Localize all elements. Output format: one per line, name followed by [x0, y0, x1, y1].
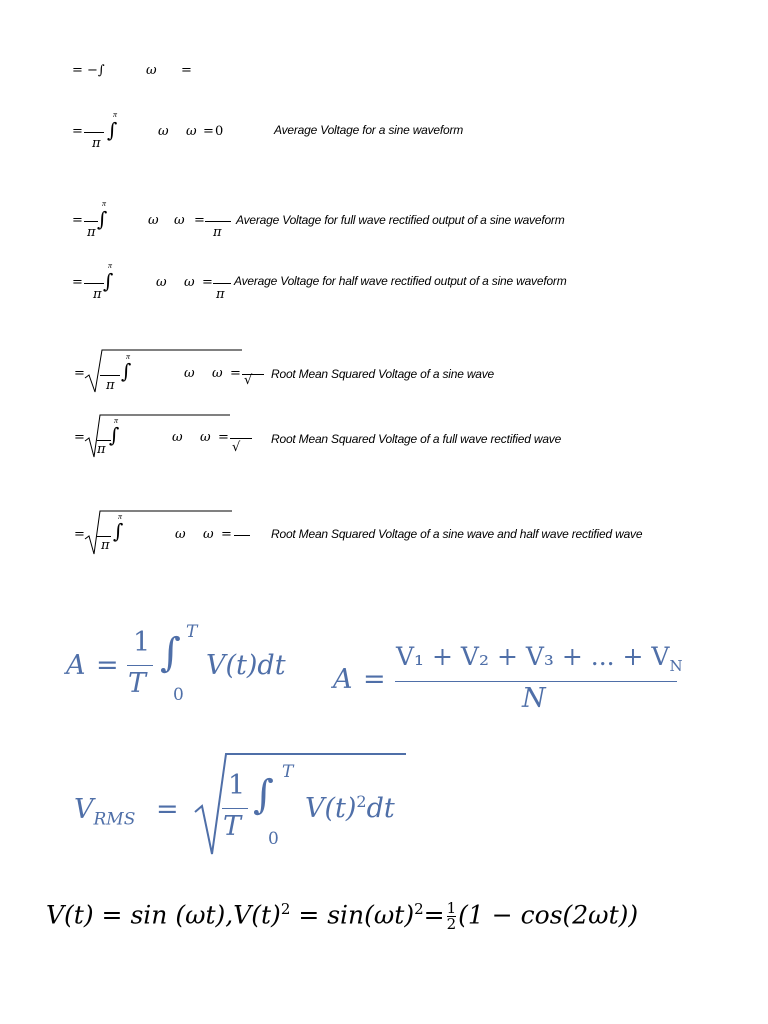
fraction-denominator: N	[522, 683, 546, 714]
omega: ω	[200, 430, 211, 445]
fraction-bar	[127, 665, 153, 666]
fraction-denominator: T	[128, 668, 147, 699]
omega: ω	[184, 275, 195, 290]
fraction-bar	[84, 221, 98, 222]
pi-denominator: π	[213, 225, 222, 240]
half-denominator: 2	[446, 915, 457, 934]
omega: ω	[212, 366, 223, 381]
eq-sign: =	[423, 900, 445, 930]
pi-denominator: π	[101, 538, 110, 553]
upper-limit: π	[118, 512, 123, 521]
omega: ω	[148, 213, 159, 228]
eq-sign: =	[363, 664, 386, 695]
caption-avg-full: Average Voltage for full wave rectified output of a sine waveform	[236, 213, 565, 227]
integral-sign: ∫	[103, 269, 114, 293]
eq-row-1-lhs: = −∫	[72, 63, 105, 78]
upper-limit: T	[186, 622, 198, 642]
eq-sign: =	[72, 213, 83, 228]
omega: ω	[184, 366, 195, 381]
formula-sine-identity	[46, 900, 638, 932]
numerator-subscript: N	[669, 657, 683, 675]
omega: ω	[203, 527, 214, 542]
pi-denominator: π	[87, 225, 96, 240]
pi-denominator: π	[92, 136, 101, 151]
integral-sign: ∫	[121, 359, 132, 383]
lhs-subscript: RMS	[93, 809, 136, 830]
upper-limit: π	[102, 199, 107, 208]
formula-lhs: A	[66, 650, 86, 681]
pi-denominator: π	[216, 287, 225, 302]
fraction-numerator	[396, 642, 683, 675]
fraction-bar	[222, 808, 248, 809]
eq-sign: =	[218, 430, 229, 445]
omega: ω	[186, 124, 197, 139]
half-fraction	[447, 901, 457, 932]
eq-row-1-eq: =	[181, 63, 192, 78]
eq-sign: =	[230, 366, 241, 381]
upper-limit: π	[114, 416, 119, 425]
sqrt-symbol: √	[232, 440, 241, 455]
pi-denominator: π	[97, 442, 106, 457]
integrand-body: V(t)	[305, 793, 357, 824]
omega: ω	[175, 527, 186, 542]
upper-limit: π	[126, 352, 131, 361]
eq-sign: =	[96, 650, 119, 681]
eq-sign: =	[72, 124, 83, 139]
omega: ω	[156, 275, 167, 290]
fraction-bar	[84, 283, 104, 284]
fraction-bar	[205, 221, 231, 222]
pi-denominator: π	[93, 287, 102, 302]
zero-value: 0	[215, 124, 224, 139]
integral-sign: ∫	[113, 519, 124, 543]
eq-sign: =	[203, 124, 214, 139]
integrand	[305, 792, 395, 824]
cos-term: (1 − cos(2ωt))	[458, 900, 639, 930]
eq-row-1-omega: ω	[146, 63, 157, 78]
formula-lhs: A	[333, 664, 353, 695]
pi-denominator: π	[106, 378, 115, 393]
power: 2	[414, 900, 424, 918]
eq-sign: =	[72, 275, 83, 290]
eq-sign: =	[74, 430, 85, 445]
eq-sign: =	[202, 275, 213, 290]
sine-squared: = sin(ωt)	[290, 900, 415, 930]
power: 2	[280, 900, 291, 918]
integral-sign: ∫	[160, 630, 181, 676]
lower-limit: 0	[268, 829, 279, 849]
fraction-denominator: T	[223, 811, 242, 842]
numerator-text: V₁ + V₂ + V₃ + ... + V	[396, 642, 670, 671]
sqrt-symbol: √	[244, 373, 253, 388]
eq-sign: =	[156, 794, 179, 825]
lower-limit: 0	[173, 685, 184, 705]
fraction-numerator: 1	[228, 770, 246, 801]
integral-sign: ∫	[109, 423, 120, 447]
fraction-bar	[97, 536, 111, 537]
eq-sign: =	[74, 366, 85, 381]
eq-sign: =	[221, 527, 232, 542]
formula-lhs	[74, 794, 135, 829]
integrand-dt: dt	[366, 793, 395, 824]
eq-sign: =	[74, 527, 85, 542]
integrand-power: 2	[356, 792, 367, 811]
omega: ω	[158, 124, 169, 139]
caption-rms-full: Root Mean Squared Voltage of a full wave rectified wave	[271, 432, 562, 446]
half-numerator: 1	[446, 899, 457, 918]
upper-limit: π	[108, 261, 113, 270]
caption-avg-sine: Average Voltage for a sine waveform	[274, 123, 464, 137]
omega: ω	[172, 430, 183, 445]
fraction-bar	[234, 535, 250, 536]
caption-rms-sine: Root Mean Squared Voltage of a sine wave	[271, 367, 495, 381]
caption-rms-half: Root Mean Squared Voltage of a sine wave and half wave rectified wave	[271, 527, 643, 541]
caption-avg-half: Average Voltage for half wave rectified output of a sine waveform	[234, 274, 567, 288]
omega: ω	[174, 213, 185, 228]
integral-sign: ∫	[253, 772, 274, 818]
integral-sign: ∫	[97, 207, 108, 231]
lhs-letter: V	[74, 794, 94, 825]
integral-sign: ∫	[107, 118, 118, 142]
upper-limit: T	[282, 762, 294, 782]
eq-sign: =	[194, 213, 205, 228]
fraction-bar	[100, 375, 120, 376]
upper-limit: π	[113, 110, 118, 119]
fraction-bar	[230, 438, 252, 439]
fraction-bar	[395, 681, 677, 682]
fraction-numerator: 1	[133, 627, 151, 658]
fraction-bar	[84, 132, 104, 133]
integrand: V(t)dt	[206, 650, 286, 681]
fraction-bar	[213, 283, 231, 284]
sine-definition: V(t) = sin (ωt),V(t)	[46, 900, 281, 930]
